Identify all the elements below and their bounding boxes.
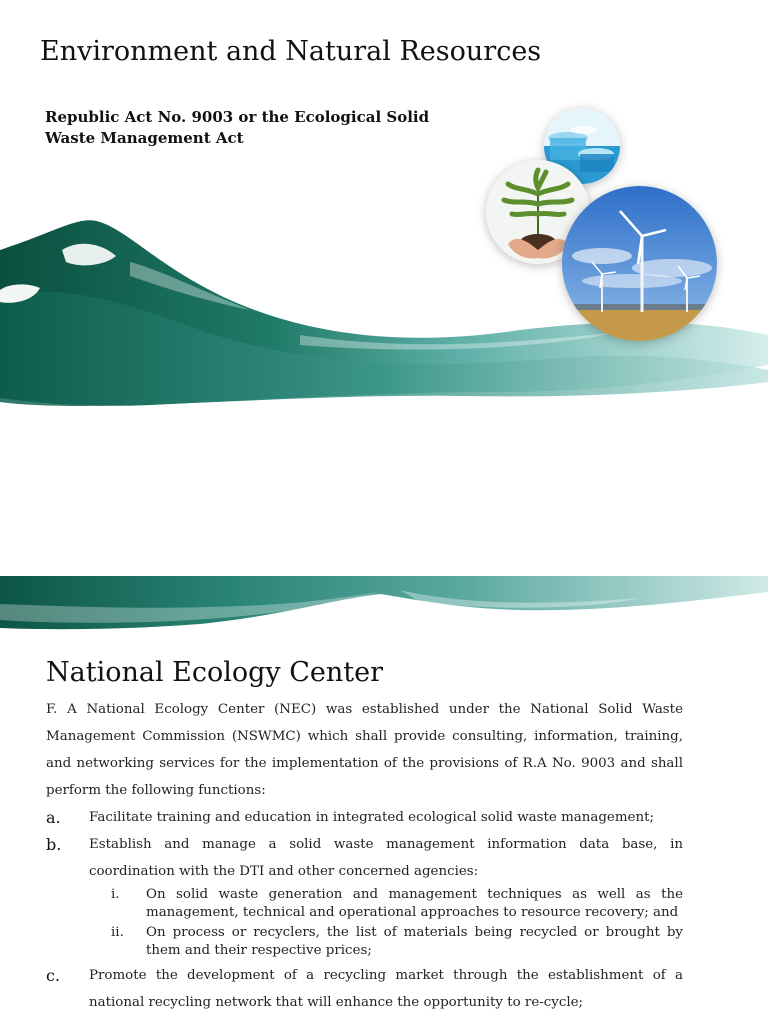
- sub-list-item-text: On process or recyclers, the list of materials being recycled or brought by them and their respective prices;: [146, 925, 683, 958]
- slide-national-ecology-center: [0, 576, 768, 1024]
- sub-list-marker: ii.: [111, 925, 124, 940]
- list-item-text: Establish and manage a solid waste management information data base, in coordination with the DTI and other concerned agencies:: [89, 837, 683, 879]
- section-title: National Ecology Center: [46, 657, 384, 688]
- list-item-text: Promote the development of a recycling market through the establishment of a national recycling network that will enhance the opportunity to re-cycle;: [89, 968, 683, 1010]
- page-gap: [0, 500, 768, 576]
- page-title: Environment and Natural Resources: [40, 36, 542, 67]
- list-item: [46, 804, 683, 831]
- intro-paragraph: F. A National Ecology Center (NEC) was established under the National Solid Waste Management Commission (NSWMC) which shall provide consulting, information, training, and networking services for the implementation of the provisions of R.A No. 9003 and shall perform the following functions:: [46, 702, 683, 798]
- list-marker: a.: [46, 808, 61, 827]
- section-body: [46, 696, 683, 1016]
- wind-turbines-image: [562, 186, 717, 341]
- list-item: [46, 962, 683, 1016]
- sub-list-item-text: On solid waste generation and management techniques as well as the management, technical and operational approaches to resource recovery; and: [146, 887, 683, 920]
- page-subtitle: Republic Act No. 9003 or the Ecological Solid Waste Management Act: [45, 108, 430, 147]
- list-marker: c.: [46, 966, 61, 985]
- slide-environment: [0, 0, 768, 500]
- sub-list-marker: i.: [111, 887, 120, 902]
- sub-list-item: [111, 886, 683, 922]
- list-item-text: Facilitate training and education in integrated ecological solid waste management;: [89, 810, 654, 825]
- teal-wave-banner: [0, 576, 768, 636]
- list-item: [46, 831, 683, 885]
- sub-list-item: [111, 924, 683, 960]
- list-marker: b.: [46, 835, 62, 854]
